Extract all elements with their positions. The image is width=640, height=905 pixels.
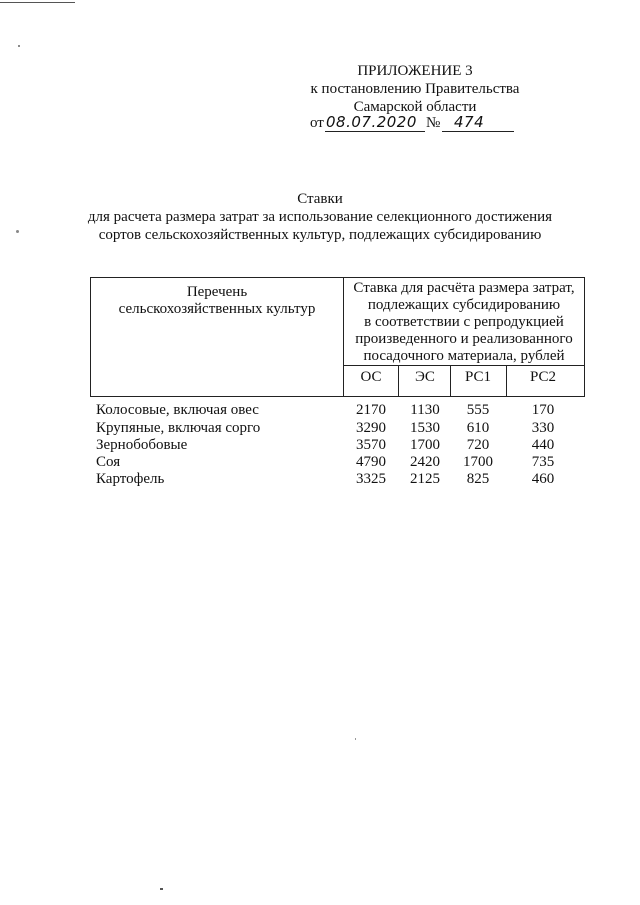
scan-speck: [16, 230, 19, 233]
row-5-es: 2125: [410, 471, 440, 487]
table-right-border: [584, 277, 585, 397]
row-2-crop: Крупяные, включая сорго: [96, 420, 261, 436]
row-3-os: 3570: [356, 437, 386, 453]
document-title: Ставки: [297, 191, 343, 207]
row-4-crop: Соя: [96, 454, 121, 470]
date-underline: [325, 131, 425, 132]
subheader-top-border: [343, 365, 585, 366]
row-5-crop: Картофель: [96, 471, 165, 487]
row-5-rs1: 825: [466, 471, 490, 487]
number-underline: [442, 131, 514, 132]
scan-speck: [355, 738, 356, 740]
row-1-rs2: 170: [531, 402, 555, 418]
subheader-divider-1: [398, 365, 399, 397]
subheader-divider-2: [450, 365, 451, 397]
appendix-label: ПРИЛОЖЕНИЕ 3: [357, 63, 473, 79]
row-2-rs1: 610: [466, 420, 490, 436]
row-3-es: 1700: [410, 437, 440, 453]
scan-speck: [18, 45, 20, 47]
subheader-es: ЭС: [415, 369, 435, 385]
region-name: Самарской области: [353, 99, 477, 115]
row-1-crop: Колосовые, включая овес: [96, 402, 259, 418]
document-subtitle-line1: для расчета размера затрат за использование селекционного достижения: [87, 209, 553, 225]
table-top-border: [90, 277, 585, 278]
row-4-es: 2420: [410, 454, 440, 470]
resolution-reference: к постановлению Правительства: [310, 81, 520, 97]
scan-speck: [160, 888, 163, 890]
crop-list-header-line2: сельскохозяйственных культур: [118, 301, 316, 317]
row-5-os: 3325: [356, 471, 386, 487]
resolution-date: 08.07.2020: [326, 113, 417, 131]
rate-header-line1: Ставка для расчёта размера затрат,: [353, 280, 575, 296]
rate-header-line2: подлежащих субсидированию: [367, 297, 561, 313]
resolution-number: 474: [454, 113, 485, 131]
row-2-es: 1530: [410, 420, 440, 436]
row-4-rs1: 1700: [463, 454, 493, 470]
row-1-rs1: 555: [466, 402, 490, 418]
row-2-rs2: 330: [531, 420, 555, 436]
subheader-os: ОС: [360, 369, 382, 385]
row-1-es: 1130: [410, 402, 440, 418]
row-1-os: 2170: [356, 402, 386, 418]
row-3-rs2: 440: [531, 437, 555, 453]
date-prefix: от: [310, 115, 324, 131]
table-header-bottom-border: [90, 396, 585, 397]
rate-header-line4: произведенного и реализованного: [355, 331, 573, 347]
rate-header-line5: посадочного материала, рублей: [363, 348, 565, 364]
subheader-rs2: РС2: [529, 369, 557, 385]
crop-list-header-line1: Перечень: [186, 284, 248, 300]
rate-header-line3: в соответствии с репродукцией: [364, 314, 564, 330]
row-5-rs2: 460: [531, 471, 555, 487]
row-3-rs1: 720: [466, 437, 490, 453]
subheader-rs1: РС1: [464, 369, 492, 385]
rate-header: [344, 280, 584, 365]
document-subtitle-line2: сортов сельскохозяйственных культур, подлежащих субсидированию: [98, 227, 542, 243]
row-3-crop: Зернобобовые: [96, 437, 188, 453]
row-4-rs2: 735: [531, 454, 555, 470]
table-left-border: [90, 277, 91, 397]
number-prefix: №: [426, 115, 441, 131]
date-number-line: [310, 113, 520, 135]
scan-artifact-line: [0, 2, 75, 3]
crop-list-header: [92, 284, 342, 318]
row-4-os: 4790: [356, 454, 386, 470]
subheader-divider-3: [506, 365, 507, 397]
row-2-os: 3290: [356, 420, 386, 436]
